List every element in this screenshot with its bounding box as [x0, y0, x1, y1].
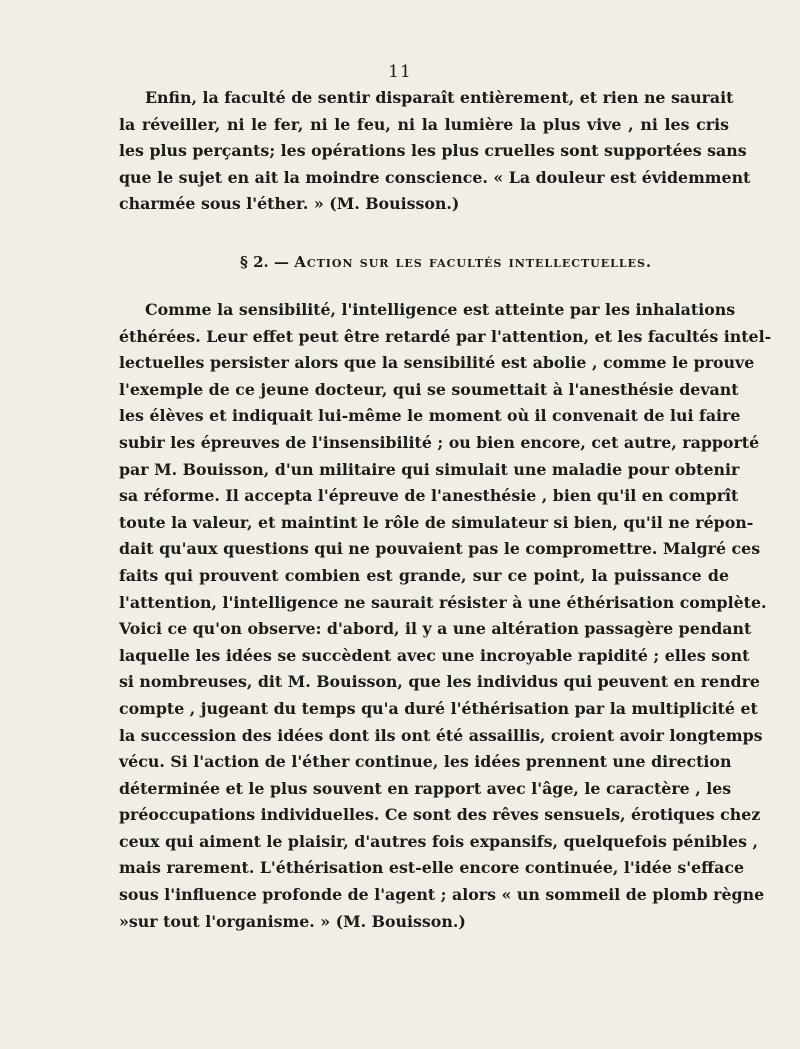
text-line: la réveiller, ni le fer, ni le feu, ni la lumière la plus vive , ni les cris	[119, 114, 729, 134]
text-line: déterminée et le plus souvent en rapport avec l'âge, le caractère , les	[119, 778, 732, 798]
text-line: mais rarement. L'éthérisation est-elle encore continuée, l'idée s'efface	[119, 858, 745, 878]
text-line: Comme la sensibilité, l'intelligence est atteinte par les inhalations	[145, 300, 736, 319]
text-line: si nombreuses, dit M. Bouisson, que les individus qui peuvent en rendre	[119, 672, 760, 692]
paragraph-2	[119, 297, 772, 935]
text-line: vécu. Si l'action de l'éther continue, les idées prennent une direction	[119, 752, 732, 772]
text-line: charmée sous l'éther. » (M. Bouisson.)	[119, 194, 460, 214]
section-number: § 2. —	[240, 253, 289, 271]
text-line: laquelle les idées se succèdent avec une incroyable rapidité ; elles sont	[119, 645, 750, 665]
text-line: l'attention, l'intelligence ne saurait résister à une éthérisation complète.	[119, 592, 767, 612]
text-line: subir les épreuves de l'insensibilité ; ou bien encore, cet autre, rapporté	[119, 432, 760, 452]
section-title: Action sur les facultés intellectuelles.	[294, 253, 653, 271]
text-line: Enfin, la faculté de sentir disparaît entièrement, et rien ne saurait	[145, 88, 734, 107]
text-line: sous l'influence profonde de l'agent ; alors « un sommeil de plomb règne	[119, 885, 765, 905]
text-line: sa réforme. Il accepta l'épreuve de l'anesthésie , bien qu'il en comprît	[119, 486, 739, 506]
paragraph-1	[119, 85, 751, 218]
text-line: toute la valeur, et maintint le rôle de simulateur si bien, qu'il ne répon-	[119, 512, 754, 532]
page-number: 11	[388, 62, 412, 82]
text-line: »sur tout l'organisme. » (M. Bouisson.)	[119, 911, 466, 931]
text-line: les plus perçants; les opérations les plus cruelles sont supportées sans	[119, 141, 747, 161]
text-line: que le sujet en ait la moindre conscience. « La douleur est évidemment	[119, 167, 751, 187]
text-line: compte , jugeant du temps qu'a duré l'éthérisation par la multiplicité et	[119, 698, 758, 718]
section-heading	[240, 253, 652, 271]
text-line: l'exemple de ce jeune docteur, qui se soumettait à l'anesthésie devant	[119, 379, 739, 399]
text-line: éthérées. Leur effet peut être retardé par l'attention, et les facultés intel-	[119, 326, 772, 346]
text-line: dait qu'aux questions qui ne pouvaient pas le compromettre. Malgré ces	[119, 539, 761, 559]
text-line: lectuelles persister alors que la sensibilité est abolie , comme le prouve	[119, 353, 755, 373]
text-line: la succession des idées dont ils ont été assaillis, croient avoir longtemps	[119, 725, 763, 745]
text-line: préoccupations individuelles. Ce sont des rêves sensuels, érotiques chez	[119, 805, 761, 825]
text-line: les élèves et indiquait lui-même le moment où il convenait de lui faire	[119, 406, 741, 426]
text-line: Voici ce qu'on observe: d'abord, il y a une altération passagère pendant	[119, 619, 752, 639]
text-line: ceux qui aiment le plaisir, d'autres fois expansifs, quelquefois pénibles ,	[119, 831, 758, 851]
text-line: par M. Bouisson, d'un militaire qui simulait une maladie pour obtenir	[119, 459, 740, 479]
text-line: faits qui prouvent combien est grande, sur ce point, la puissance de	[119, 565, 729, 585]
